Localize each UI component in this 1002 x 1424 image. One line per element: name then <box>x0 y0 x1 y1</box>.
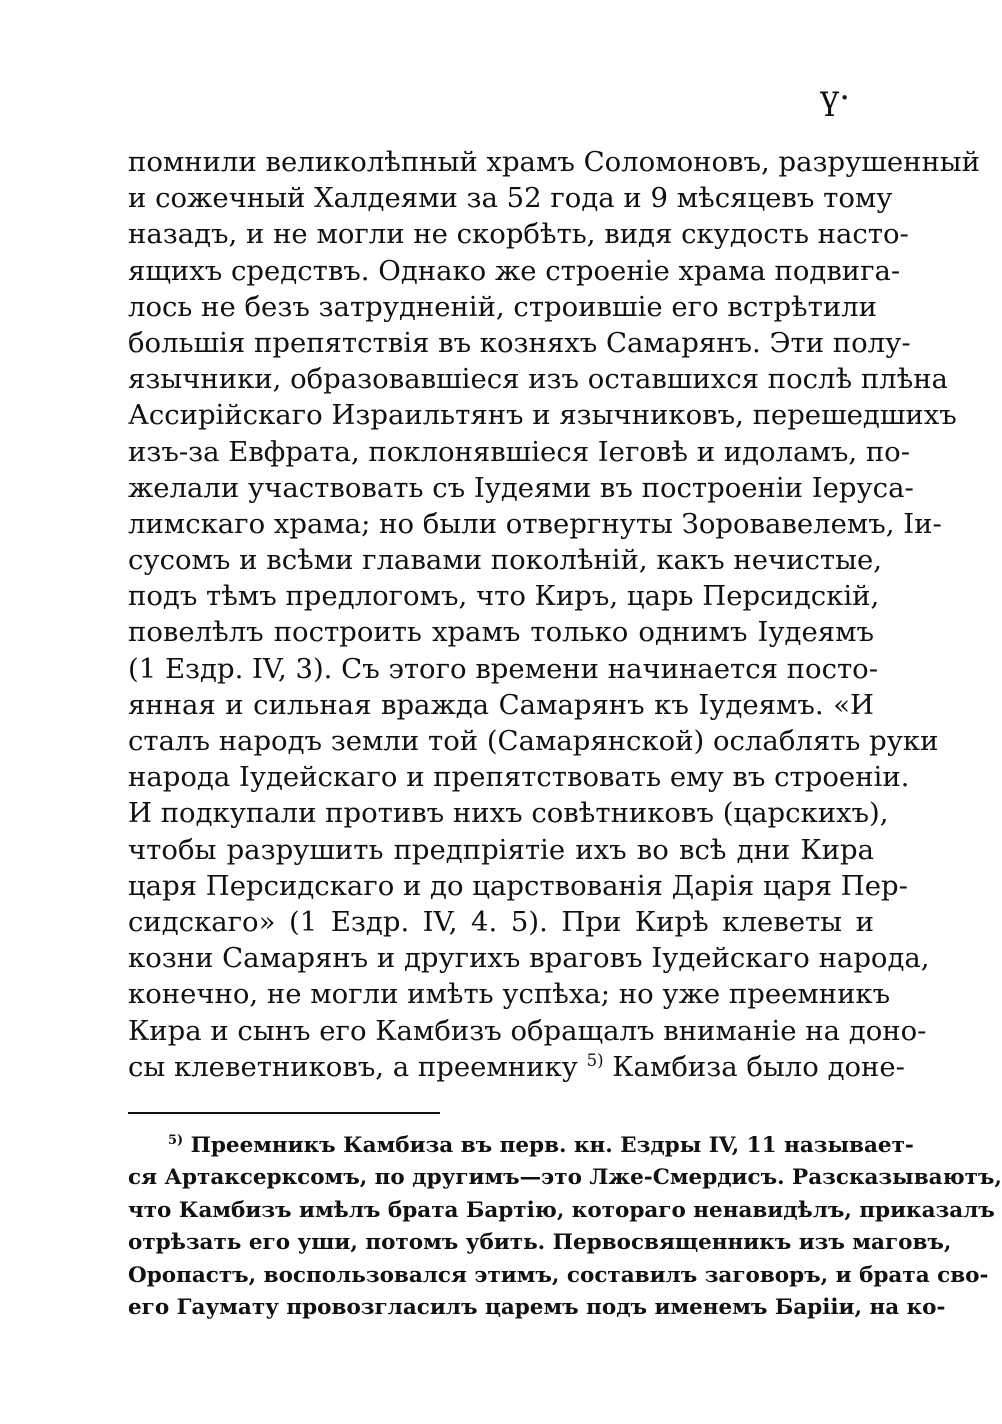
text-line: назадъ, и не могли не скорбѣть, видя скудость насто- <box>128 218 909 251</box>
text-line: сусомъ и всѣми главами поколѣній, какъ нечистые, <box>128 544 883 577</box>
text-line: язычники, образовавшіеся изъ оставшихся послѣ плѣна <box>128 363 948 396</box>
footnote-line: ся Артаксерксомъ, по другимъ—это Лже-Смердисъ. Разсказываютъ, <box>128 1165 1002 1191</box>
text-line: Ассирійскаго Израильтянъ и язычниковъ, перешедшихъ <box>128 399 957 432</box>
main-text <box>128 144 980 1085</box>
footnote-line: его Гаумату провозгласилъ царемъ подъ именемъ Барііи, на ко- <box>128 1294 946 1320</box>
footnote-divider <box>128 1112 440 1114</box>
text-line: и сожечный Халдеями за 52 года и 9 мѣсяцевъ тому <box>128 182 893 215</box>
text-line: (1 Ездр. IV, 3). Съ этого времени начинается посто- <box>128 652 879 685</box>
text-line: сидскаго» (1 Ездр. IV, 4. 5). При Кирѣ клеветы и <box>128 905 874 938</box>
text-line: ящихъ средствъ. Однако же строеніе храма подвига- <box>128 254 901 287</box>
footnote-marker: 5) <box>168 1132 184 1148</box>
text-line: сталъ народъ земли той (Самарянской) ослаблять руки <box>128 725 939 757</box>
text-line-start: сы клеветниковъ, а преемнику <box>128 1050 578 1083</box>
text-line: янная и сильная вражда Самарянъ къ Іудеямъ. «И <box>128 688 874 721</box>
footnote-line: что Камбизъ имѣлъ брата Бартію, котораго ненавидѣлъ, приказалъ <box>128 1197 995 1223</box>
text-line: повелѣлъ построить храмъ только однимъ Іудеямъ <box>128 616 874 649</box>
text-line: лимскаго храма; но были отвергнуты Зоровавелемъ, Іи- <box>128 507 942 540</box>
footnote-line: отрѣзать его уши, потомъ убить. Первосвященникъ изъ маговъ, <box>128 1230 952 1256</box>
text-line: царя Персидскаго и до царствованія Дарія царя Пер- <box>128 869 908 902</box>
text-line: лось не безъ затрудненій, строившіе его встрѣтили <box>128 290 877 323</box>
footnote-line <box>128 1130 914 1162</box>
text-line: изъ-за Евфрата, поклонявшіеся Іеговѣ и идоламъ, по- <box>128 435 911 468</box>
text-line: Кира и сынъ его Камбизъ обращалъ вниманіе на доно- <box>128 1014 927 1047</box>
text-line-end: Камбиза было доне- <box>603 1050 905 1083</box>
text-line: народа Іудейскаго и препятствовать ему въ строеніи. <box>128 761 910 794</box>
text-line: чтобы разрушить предпріятіе ихъ во всѣ дни Кира <box>128 833 874 866</box>
footnote <box>128 1130 1002 1324</box>
text-line: И подкупали противъ нихъ совѣтниковъ (царскихъ), <box>128 797 889 830</box>
text-line: большія препятствія въ козняхъ Самарянъ. Эти полу- <box>128 326 911 359</box>
page-number: ү· <box>820 78 851 118</box>
text-line: желали участвовать съ Іудеями въ построеніи Іеруса- <box>128 471 914 504</box>
footnote-ref-marker: 5) <box>586 1050 604 1070</box>
footnote-first-text: Преемникъ Камбиза въ перв. кн. Ездры IV, 11 называет- <box>183 1133 914 1158</box>
text-line: подъ тѣмъ предлогомъ, что Киръ, царь Персидскій, <box>128 580 880 613</box>
footnote-line: Оропастъ, воспользовался этимъ, составилъ заговоръ, и брата сво- <box>128 1262 989 1288</box>
text-line: козни Самарянъ и другихъ враговъ Іудейскаго народа, <box>128 942 930 975</box>
text-line: помнили великолѣпный храмъ Соломоновъ, разрушенный <box>128 146 980 178</box>
text-line: конечно, не могли имѣть успѣха; но уже преемникъ <box>128 978 891 1011</box>
text-line-with-footnote-ref <box>128 1049 905 1085</box>
